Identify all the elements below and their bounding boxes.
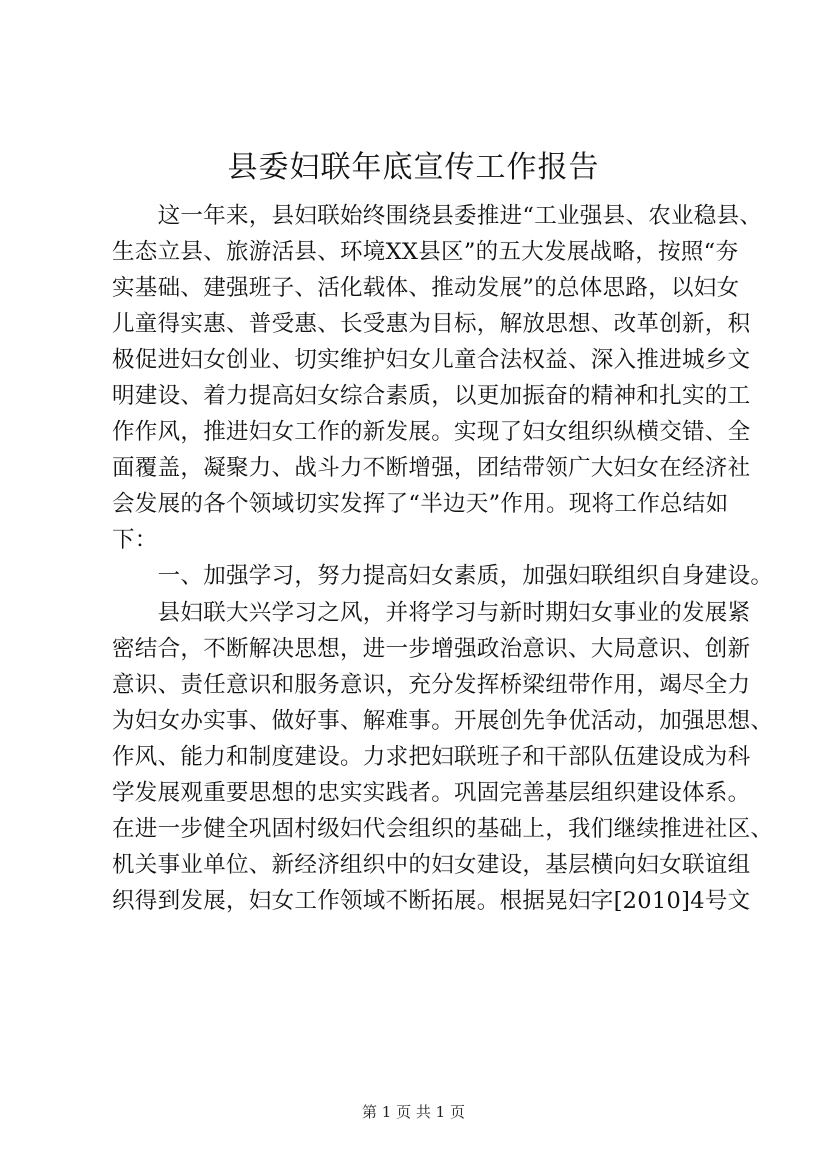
body-line: 实基础、建强班子、活化载体、推动发展”的总体思路，以妇女 bbox=[112, 275, 740, 302]
body-line: 生态立县、旅游活县、环境XX县区”的五大发展战略，按照“夯 bbox=[112, 239, 739, 266]
page-number-footer: 第 1 页 共 1 页 bbox=[362, 1103, 465, 1121]
body-line: 县妇联大兴学习之风，并将学习与新时期妇女事业的发展紧 bbox=[112, 599, 751, 626]
body-line: 为妇女办实事、做好事、解难事。开展创先争优活动，加强思想、 bbox=[112, 707, 774, 734]
body-line: 学发展观重要思想的忠实实践者。巩固完善基层组织建设体系。 bbox=[112, 779, 751, 806]
body-line: 密结合，不断解决思想，进一步增强政治意识、大局意识、创新 bbox=[112, 635, 751, 662]
report-body bbox=[112, 198, 774, 919]
body-line: 明建设、着力提高妇女综合素质，以更加振奋的精神和扎实的工 bbox=[112, 383, 751, 410]
body-line: 会发展的各个领域切实发挥了“半边天”作用。现将工作总结如 bbox=[112, 491, 729, 518]
body-line: 儿童得实惠、普受惠、长受惠为目标，解放思想、改革创新，积 bbox=[112, 311, 751, 338]
body-line: 机关事业单位、新经济组织中的妇女建设，基层横向妇女联谊组 bbox=[112, 851, 751, 878]
body-line: 织得到发展，妇女工作领域不断拓展。根据晃妇字[2010]4号文 bbox=[112, 887, 751, 914]
page-title: 县委妇联年底宣传工作报告 bbox=[227, 150, 600, 185]
body-line: 这一年来，县妇联始终围绕县委推进“工业强县、农业稳县、 bbox=[112, 203, 763, 229]
body-line: 下： bbox=[112, 527, 158, 554]
body-line: 极促进妇女创业、切实维护妇女儿童合法权益、深入推进城乡文 bbox=[112, 347, 751, 374]
body-line: 作风、能力和制度建设。力求把妇联班子和干部队伍建设成为科 bbox=[112, 743, 751, 770]
body-line: 作作风，推进妇女工作的新发展。实现了妇女组织纵横交错、全 bbox=[112, 419, 751, 446]
section-heading: 一、加强学习，努力提高妇女素质，加强妇联组织自身建设。 bbox=[112, 563, 774, 590]
body-line: 面覆盖，凝聚力、战斗力不断增强，团结带领广大妇女在经济社 bbox=[112, 455, 751, 482]
body-line: 在进一步健全巩固村级妇代会组织的基础上，我们继续推进社区、 bbox=[112, 815, 774, 842]
body-line: 意识、责任意识和服务意识，充分发挥桥梁纽带作用，竭尽全力 bbox=[112, 671, 751, 698]
